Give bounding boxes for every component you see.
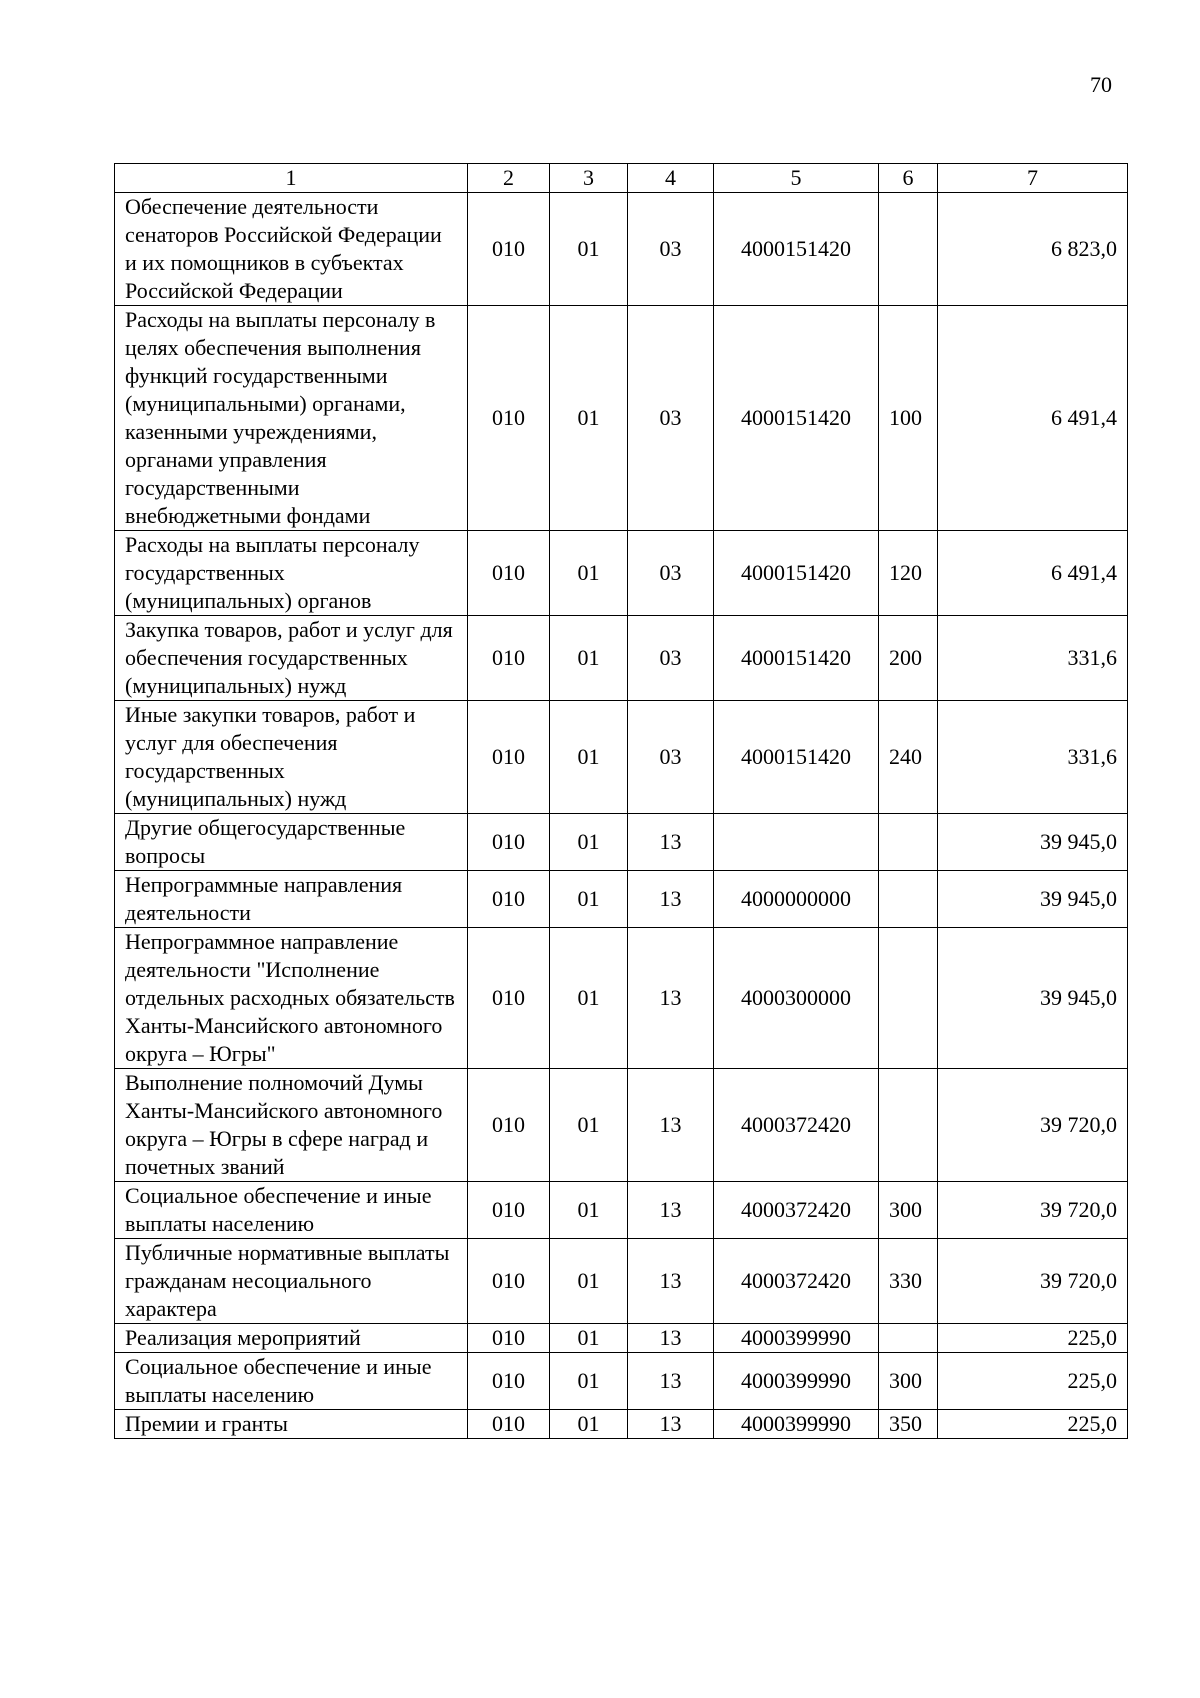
cell-pr: 13 [628, 1353, 714, 1410]
table-row [115, 701, 1128, 814]
cell-csr: 4000151420 [714, 193, 879, 306]
cell-csr: 4000372420 [714, 1239, 879, 1324]
cell-vr [879, 1324, 938, 1353]
cell-csr: 4000399990 [714, 1410, 879, 1439]
cell-rz: 01 [550, 1069, 628, 1182]
cell-ved: 010 [468, 1410, 550, 1439]
cell-sum: 39 945,0 [938, 871, 1128, 928]
table-row [115, 306, 1128, 531]
cell-name: Обеспечение деятельности сенаторов Российской Федерации и их помощников в субъектах Российской Федерации [115, 193, 468, 306]
table-row [115, 1353, 1128, 1410]
cell-vr [879, 928, 938, 1069]
cell-name: Социальное обеспечение и иные выплаты населению [115, 1182, 468, 1239]
cell-sum: 39 945,0 [938, 814, 1128, 871]
cell-pr: 13 [628, 814, 714, 871]
cell-csr: 4000151420 [714, 616, 879, 701]
cell-vr [879, 1069, 938, 1182]
table-row [115, 531, 1128, 616]
cell-sum: 39 720,0 [938, 1182, 1128, 1239]
cell-pr: 13 [628, 871, 714, 928]
cell-vr: 330 [879, 1239, 938, 1324]
cell-vr: 300 [879, 1182, 938, 1239]
cell-ved: 010 [468, 1324, 550, 1353]
cell-sum: 6 491,4 [938, 531, 1128, 616]
table-row [115, 871, 1128, 928]
cell-vr: 120 [879, 531, 938, 616]
cell-name: Реализация мероприятий [115, 1324, 468, 1353]
cell-csr: 4000000000 [714, 871, 879, 928]
table-row [115, 616, 1128, 701]
cell-pr: 03 [628, 193, 714, 306]
column-header: 3 [550, 164, 628, 193]
cell-rz: 01 [550, 871, 628, 928]
table-body [115, 193, 1128, 1439]
cell-rz: 01 [550, 1410, 628, 1439]
cell-vr: 100 [879, 306, 938, 531]
cell-name: Закупка товаров, работ и услуг для обеспечения государственных (муниципальных) нужд [115, 616, 468, 701]
cell-rz: 01 [550, 701, 628, 814]
cell-ved: 010 [468, 1069, 550, 1182]
cell-vr [879, 871, 938, 928]
cell-sum: 225,0 [938, 1410, 1128, 1439]
cell-pr: 13 [628, 1182, 714, 1239]
cell-ved: 010 [468, 616, 550, 701]
table-row [115, 1410, 1128, 1439]
column-header: 7 [938, 164, 1128, 193]
cell-name: Расходы на выплаты персоналу в целях обеспечения выполнения функций государственными (муниципальными) органами, казенными учреждениями, органами управления государственными внебюджетными фондами [115, 306, 468, 531]
cell-sum: 331,6 [938, 616, 1128, 701]
cell-sum: 225,0 [938, 1324, 1128, 1353]
cell-rz: 01 [550, 814, 628, 871]
cell-ved: 010 [468, 1239, 550, 1324]
cell-rz: 01 [550, 1353, 628, 1410]
cell-ved: 010 [468, 306, 550, 531]
cell-rz: 01 [550, 531, 628, 616]
cell-sum: 225,0 [938, 1353, 1128, 1410]
cell-vr: 300 [879, 1353, 938, 1410]
cell-pr: 03 [628, 531, 714, 616]
cell-vr [879, 814, 938, 871]
cell-rz: 01 [550, 193, 628, 306]
cell-sum: 331,6 [938, 701, 1128, 814]
cell-name: Другие общегосударственные вопросы [115, 814, 468, 871]
cell-pr: 03 [628, 701, 714, 814]
cell-name: Выполнение полномочий Думы Ханты-Мансийского автономного округа – Югры в сфере наград и почетных званий [115, 1069, 468, 1182]
column-header: 2 [468, 164, 550, 193]
cell-sum: 6 491,4 [938, 306, 1128, 531]
table-row [115, 1324, 1128, 1353]
cell-csr: 4000151420 [714, 306, 879, 531]
cell-csr: 4000399990 [714, 1324, 879, 1353]
cell-csr: 4000151420 [714, 531, 879, 616]
cell-csr: 4000399990 [714, 1353, 879, 1410]
cell-name: Расходы на выплаты персоналу государственных (муниципальных) органов [115, 531, 468, 616]
table-row [115, 1069, 1128, 1182]
budget-table [114, 163, 1128, 1439]
cell-sum: 39 720,0 [938, 1239, 1128, 1324]
column-header: 4 [628, 164, 714, 193]
table-row [115, 928, 1128, 1069]
cell-ved: 010 [468, 701, 550, 814]
column-header: 1 [115, 164, 468, 193]
table-row [115, 814, 1128, 871]
cell-csr: 4000151420 [714, 701, 879, 814]
cell-vr [879, 193, 938, 306]
cell-ved: 010 [468, 531, 550, 616]
cell-rz: 01 [550, 1239, 628, 1324]
cell-pr: 03 [628, 616, 714, 701]
cell-pr: 13 [628, 1069, 714, 1182]
column-header: 6 [879, 164, 938, 193]
cell-ved: 010 [468, 1182, 550, 1239]
cell-sum: 39 945,0 [938, 928, 1128, 1069]
cell-csr [714, 814, 879, 871]
cell-ved: 010 [468, 871, 550, 928]
cell-vr: 240 [879, 701, 938, 814]
cell-vr: 350 [879, 1410, 938, 1439]
cell-ved: 010 [468, 1353, 550, 1410]
cell-csr: 4000372420 [714, 1069, 879, 1182]
table-row [115, 193, 1128, 306]
cell-rz: 01 [550, 306, 628, 531]
column-header: 5 [714, 164, 879, 193]
cell-pr: 13 [628, 928, 714, 1069]
cell-name: Иные закупки товаров, работ и услуг для обеспечения государственных (муниципальных) нужд [115, 701, 468, 814]
cell-rz: 01 [550, 1324, 628, 1353]
cell-name: Непрограммное направление деятельности "Исполнение отдельных расходных обязательств Ханты-Мансийского автономного округа – Югры" [115, 928, 468, 1069]
cell-ved: 010 [468, 928, 550, 1069]
header-row [115, 164, 1128, 193]
page-number: 70 [1090, 72, 1112, 97]
cell-sum: 39 720,0 [938, 1069, 1128, 1182]
cell-name: Социальное обеспечение и иные выплаты населению [115, 1353, 468, 1410]
cell-name: Премии и гранты [115, 1410, 468, 1439]
table-row [115, 1182, 1128, 1239]
cell-sum: 6 823,0 [938, 193, 1128, 306]
cell-rz: 01 [550, 928, 628, 1069]
cell-ved: 010 [468, 814, 550, 871]
cell-pr: 13 [628, 1239, 714, 1324]
cell-csr: 4000300000 [714, 928, 879, 1069]
cell-ved: 010 [468, 193, 550, 306]
cell-rz: 01 [550, 1182, 628, 1239]
cell-name: Публичные нормативные выплаты гражданам несоциального характера [115, 1239, 468, 1324]
cell-pr: 03 [628, 306, 714, 531]
cell-csr: 4000372420 [714, 1182, 879, 1239]
cell-pr: 13 [628, 1410, 714, 1439]
cell-vr: 200 [879, 616, 938, 701]
cell-name: Непрограммные направления деятельности [115, 871, 468, 928]
cell-rz: 01 [550, 616, 628, 701]
table-row [115, 1239, 1128, 1324]
cell-pr: 13 [628, 1324, 714, 1353]
